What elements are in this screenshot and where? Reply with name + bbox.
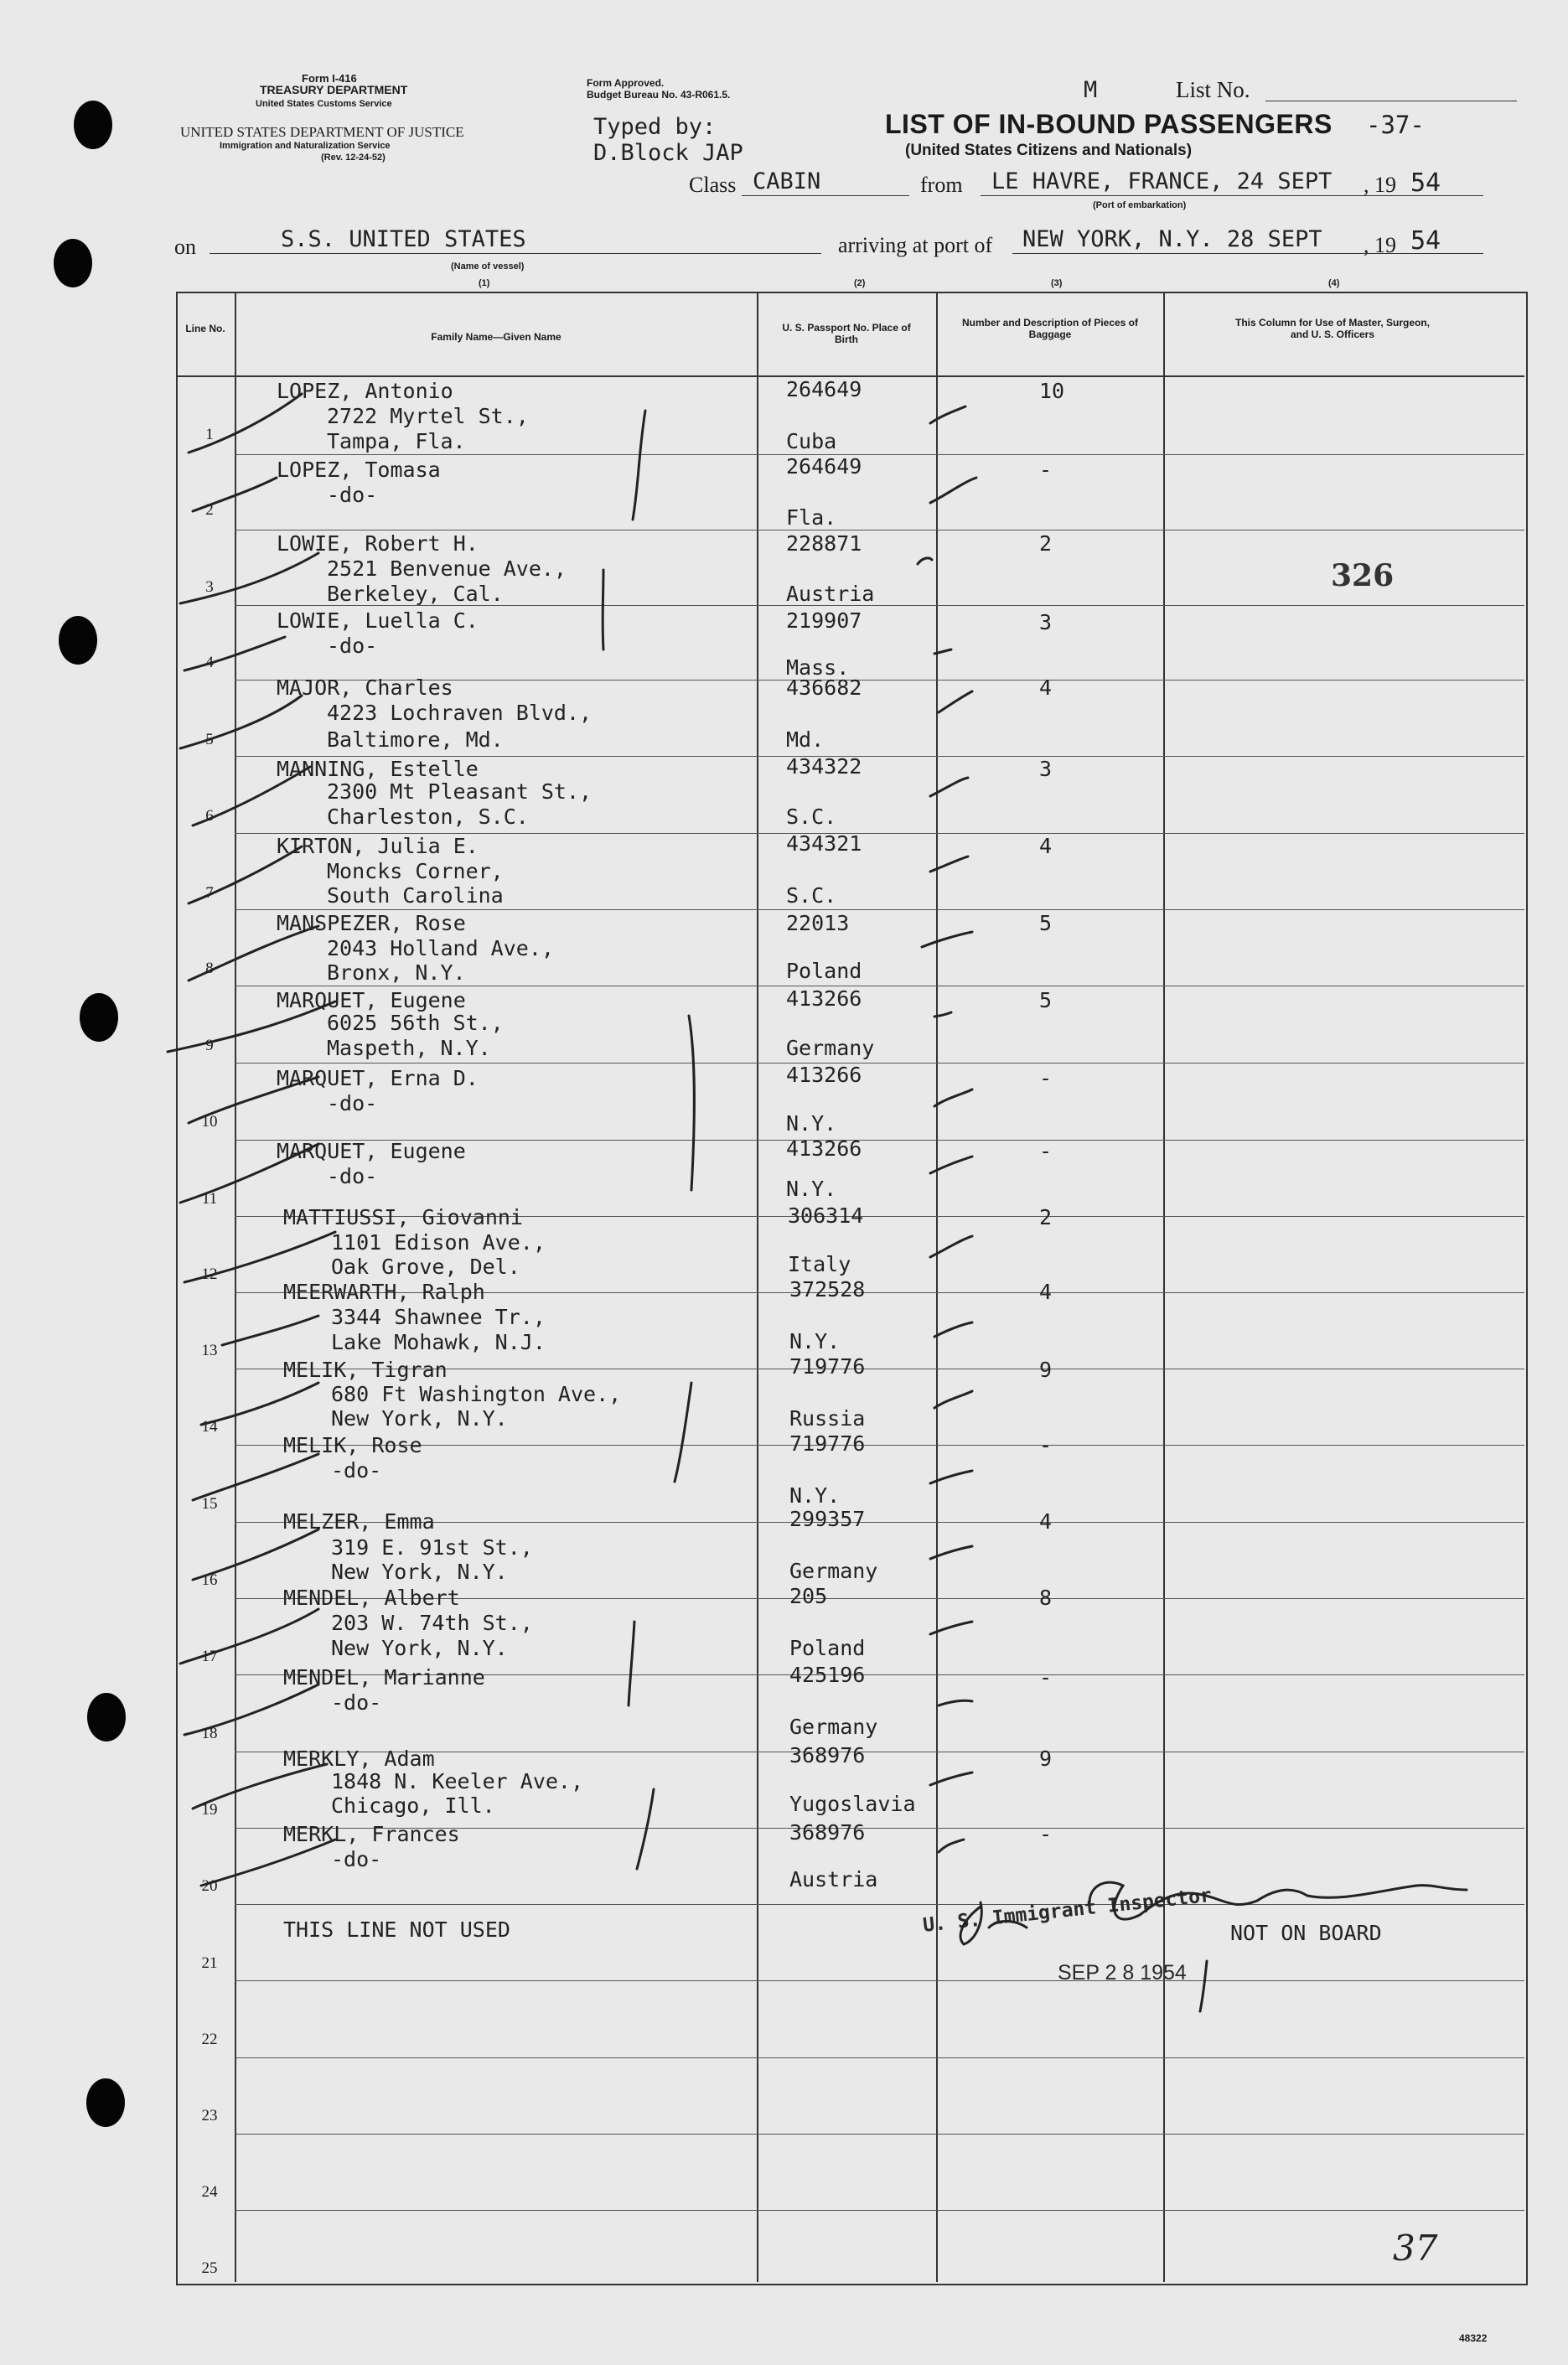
passenger-city: New York, N.Y. [331, 1406, 508, 1431]
baggage-count: 4 [1039, 1509, 1053, 1534]
inspector-stamp: U. S. Immigrant Inspector [922, 1884, 1214, 1937]
from-label: from [920, 173, 963, 197]
passenger-address: -do- [327, 634, 378, 658]
line-number: 15 [201, 1495, 218, 1513]
passport-number: 719776 [789, 1354, 866, 1379]
baggage-count: 4 [1039, 675, 1053, 700]
on-label: on [174, 235, 196, 259]
baggage-count: 4 [1039, 834, 1053, 858]
passenger-address: 680 Ft Washington Ave., [331, 1382, 622, 1406]
passenger-address: -do- [327, 1091, 378, 1115]
baggage-count: 2 [1039, 531, 1053, 556]
passenger-city: South Carolina [327, 883, 504, 908]
place-of-birth: Poland [789, 1636, 866, 1660]
list-no-label: List No. [1176, 77, 1250, 102]
baggage-count: 3 [1039, 610, 1053, 634]
passenger-name: MELIK, Tigran [283, 1358, 448, 1382]
line-number: 3 [205, 578, 214, 596]
place-of-birth: N.Y. [786, 1111, 837, 1136]
passenger-count: 326 [1331, 558, 1395, 593]
place-of-birth: Germany [789, 1715, 878, 1739]
passenger-address: 319 E. 91st St., [331, 1535, 533, 1560]
place-of-birth: N.Y. [789, 1483, 841, 1508]
passport-number: 434322 [786, 754, 862, 779]
passenger-name: MENDEL, Albert [283, 1586, 460, 1610]
baggage-count: - [1039, 458, 1053, 482]
passport-number: 219907 [786, 608, 862, 633]
passenger-address: 2722 Myrtel St., [327, 404, 529, 428]
from-year-prefix: , 19 [1364, 173, 1396, 197]
baggage-count: 3 [1039, 757, 1053, 781]
passenger-name: MATTIUSSI, Giovanni [283, 1205, 523, 1229]
port-of-embarkation: LE HAVRE, FRANCE, 24 SEPT [991, 168, 1333, 194]
header-baggage: Number and Description of Pieces of Baggage [961, 317, 1139, 340]
col-1-number: (1) [479, 278, 490, 288]
line-number: 12 [201, 1265, 218, 1283]
baggage-count: 10 [1039, 379, 1065, 403]
passenger-name: LOPEZ, Tomasa [277, 458, 441, 482]
passenger-name: MANNING, Estelle [277, 757, 479, 781]
passport-number: 436682 [786, 675, 862, 700]
passenger-address: 1848 N. Keeler Ave., [331, 1769, 584, 1793]
arrival-year-prefix: , 19 [1364, 233, 1396, 257]
line-number: 13 [201, 1342, 218, 1359]
line-number: 23 [201, 2107, 218, 2124]
manifest-subtitle: (United States Citizens and Nationals) [905, 142, 1193, 159]
baggage-count: - [1039, 1139, 1053, 1163]
passenger-address: -do- [327, 483, 378, 507]
passenger-address: 1101 Edison Ave., [331, 1230, 546, 1255]
line-number: 16 [201, 1571, 218, 1589]
typed-by-label: Typed by: [593, 114, 717, 140]
passenger-city: Baltimore, Md. [327, 727, 504, 752]
passenger-name: MARQUET, Erna D. [277, 1066, 479, 1090]
passenger-name: LOWIE, Luella C. [277, 608, 479, 633]
col-3-number: (3) [1051, 278, 1063, 288]
line-number: 14 [201, 1418, 218, 1436]
place-of-birth: Md. [786, 727, 825, 752]
passenger-name: MENDEL, Marianne [283, 1665, 485, 1690]
passenger-city: Lake Mohawk, N.J. [331, 1330, 546, 1354]
passport-number: 228871 [786, 531, 862, 556]
line-number: 18 [201, 1725, 218, 1742]
passport-number: 299357 [789, 1507, 866, 1531]
baggage-count: - [1039, 1665, 1053, 1690]
passenger-address: 2043 Holland Ave., [327, 936, 554, 960]
passenger-address: -do- [331, 1847, 382, 1871]
passport-number: 306314 [788, 1203, 864, 1228]
place-of-birth: Cuba [786, 429, 837, 453]
form-code: 48322 [1459, 2332, 1488, 2344]
place-of-birth: Mass. [786, 655, 850, 680]
passport-number: 22013 [786, 911, 850, 935]
not-on-board-note: NOT ON BOARD [1230, 1921, 1382, 1945]
passport-number: 413266 [786, 1063, 862, 1087]
passenger-city: New York, N.Y. [331, 1636, 508, 1660]
baggage-count: 2 [1039, 1205, 1053, 1229]
form-number: Form I-416 [302, 72, 357, 85]
place-of-birth: Poland [786, 959, 862, 983]
passenger-address: 2521 Benvenue Ave., [327, 556, 567, 581]
line-not-used: THIS LINE NOT USED [283, 1917, 510, 1942]
form-approved: Form Approved. [587, 77, 665, 89]
passenger-address: -do- [327, 1164, 378, 1188]
passenger-city: Charleston, S.C. [327, 805, 529, 829]
passport-number: 425196 [789, 1663, 866, 1687]
passenger-address: -do- [331, 1458, 382, 1483]
vessel-name: S.S. UNITED STATES [281, 226, 526, 252]
place-of-birth: Germany [789, 1559, 878, 1583]
line-number: 24 [201, 2183, 218, 2201]
passenger-name: KIRTON, Julia E. [277, 834, 479, 858]
place-of-birth: Austria [786, 582, 875, 606]
passenger-address: Moncks Corner, [327, 859, 504, 883]
passport-number: 434321 [786, 831, 862, 856]
passport-number: 413266 [786, 1136, 862, 1161]
baggage-count: - [1039, 1433, 1053, 1457]
passport-number: 368976 [789, 1820, 866, 1845]
line-number: 4 [205, 654, 214, 671]
line-number: 10 [201, 1113, 218, 1131]
list-number: -37- [1366, 111, 1425, 139]
from-year: 54 [1410, 168, 1441, 198]
line-number: 17 [201, 1648, 218, 1665]
passenger-city: Berkeley, Cal. [327, 582, 504, 606]
typed-by: D.Block JAP [593, 140, 743, 166]
place-of-birth: Yugoslavia [789, 1792, 916, 1816]
treasury-dept: TREASURY DEPARTMENT [260, 83, 408, 96]
passport-number: 372528 [789, 1277, 866, 1302]
passport-number: 413266 [786, 986, 862, 1011]
passenger-name: LOPEZ, Antonio [277, 379, 453, 403]
baggage-count: - [1039, 1066, 1053, 1090]
manifest-title: LIST OF IN-BOUND PASSENGERS [885, 109, 1333, 139]
baggage-count: 5 [1039, 988, 1053, 1012]
passport-number: 368976 [789, 1743, 866, 1767]
customs-service: United States Customs Service [256, 99, 392, 109]
passenger-name: MANSPEZER, Rose [277, 911, 466, 935]
place-of-birth: Austria [789, 1867, 878, 1891]
passenger-address: 3344 Shawnee Tr., [331, 1305, 546, 1329]
header-officers: This Column for Use of Master, Surgeon, and U. S. Officers [1234, 317, 1431, 340]
line-number: 8 [205, 960, 214, 977]
baggage-count: - [1039, 1822, 1053, 1846]
passenger-address: 2300 Mt Pleasant St., [327, 779, 593, 804]
place-of-birth: S.C. [786, 805, 837, 829]
header-name: Family Name—Given Name [431, 331, 561, 343]
header-passport: U. S. Passport No. Place of Birth [782, 322, 911, 345]
passenger-name: MELZER, Emma [283, 1509, 435, 1534]
baggage-count: 9 [1039, 1747, 1053, 1771]
passport-number: 205 [789, 1584, 828, 1608]
passenger-city: Bronx, N.Y. [327, 960, 466, 985]
passenger-address: 4223 Lochraven Blvd., [327, 701, 593, 725]
baggage-count: 8 [1039, 1586, 1053, 1610]
col-2-number: (2) [854, 278, 866, 288]
col-4-number: (4) [1328, 278, 1340, 288]
passenger-city: Oak Grove, Del. [331, 1255, 520, 1279]
line-number: 20 [201, 1877, 218, 1895]
line-number: 25 [201, 2259, 218, 2277]
line-number: 2 [205, 501, 214, 519]
justice-dept: UNITED STATES DEPARTMENT OF JUSTICE [180, 124, 464, 140]
line-number: 6 [205, 807, 214, 825]
baggage-count: 5 [1039, 911, 1053, 935]
place-of-birth: Germany [786, 1036, 875, 1060]
line-number: 9 [205, 1037, 214, 1054]
baggage-count: 4 [1039, 1280, 1053, 1304]
budget-bureau: Budget Bureau No. 43-R061.5. [587, 89, 731, 101]
line-number: 5 [205, 731, 214, 748]
line-number: 19 [201, 1801, 218, 1819]
class-value: CABIN [753, 168, 821, 194]
passport-number: 264649 [786, 454, 862, 479]
form-revision: (Rev. 12-24-52) [321, 153, 386, 163]
passenger-name: MELIK, Rose [283, 1433, 422, 1457]
manifest-letter: M [1084, 77, 1098, 103]
passenger-name: MARQUET, Eugene [277, 988, 466, 1012]
passport-number: 264649 [786, 377, 862, 401]
passenger-name: MAJOR, Charles [277, 675, 453, 700]
passenger-city: Chicago, Ill. [331, 1793, 495, 1818]
place-of-birth: N.Y. [786, 1177, 837, 1201]
baggage-count: 9 [1039, 1358, 1053, 1382]
line-number: 1 [205, 426, 214, 443]
line-number: 11 [201, 1190, 218, 1208]
passenger-city: Maspeth, N.Y. [327, 1036, 491, 1060]
passenger-address: -do- [331, 1690, 382, 1715]
passenger-name: LOWIE, Robert H. [277, 531, 479, 556]
vessel-note: (Name of vessel) [451, 261, 525, 272]
stamp-date: SEP 2 8 1954 [1058, 1961, 1187, 1985]
passport-number: 719776 [789, 1431, 866, 1456]
passenger-name: MEERWARTH, Ralph [283, 1280, 485, 1304]
line-number: 7 [205, 884, 214, 902]
passenger-address: 6025 56th St., [327, 1011, 504, 1035]
header-line-no: Line No. [185, 323, 225, 334]
place-of-birth: N.Y. [789, 1329, 841, 1353]
arriving-label: arriving at port of [838, 233, 993, 257]
line-number: 22 [201, 2031, 218, 2048]
place-of-birth: Fla. [786, 505, 837, 530]
line-number: 21 [201, 1954, 218, 1972]
class-label: Class [689, 173, 737, 197]
place-of-birth: Russia [789, 1406, 866, 1431]
page-number-handwritten: 37 [1393, 2228, 1438, 2269]
place-of-birth: S.C. [786, 883, 837, 908]
place-of-birth: Italy [788, 1252, 851, 1276]
passenger-city: Tampa, Fla. [327, 429, 466, 453]
passenger-address: 203 W. 74th St., [331, 1611, 533, 1635]
arrival-port: NEW YORK, N.Y. 28 SEPT [1022, 226, 1322, 252]
port-embark-note: (Port of embarkation) [1093, 200, 1187, 210]
arrival-year: 54 [1410, 226, 1441, 256]
passenger-name: MARQUET, Eugene [277, 1139, 466, 1163]
passenger-name: MERKL, Frances [283, 1822, 460, 1846]
passenger-name: MERKLY, Adam [283, 1747, 435, 1771]
passenger-city: New York, N.Y. [331, 1560, 508, 1584]
ins-service: Immigration and Naturalization Service [220, 141, 391, 151]
